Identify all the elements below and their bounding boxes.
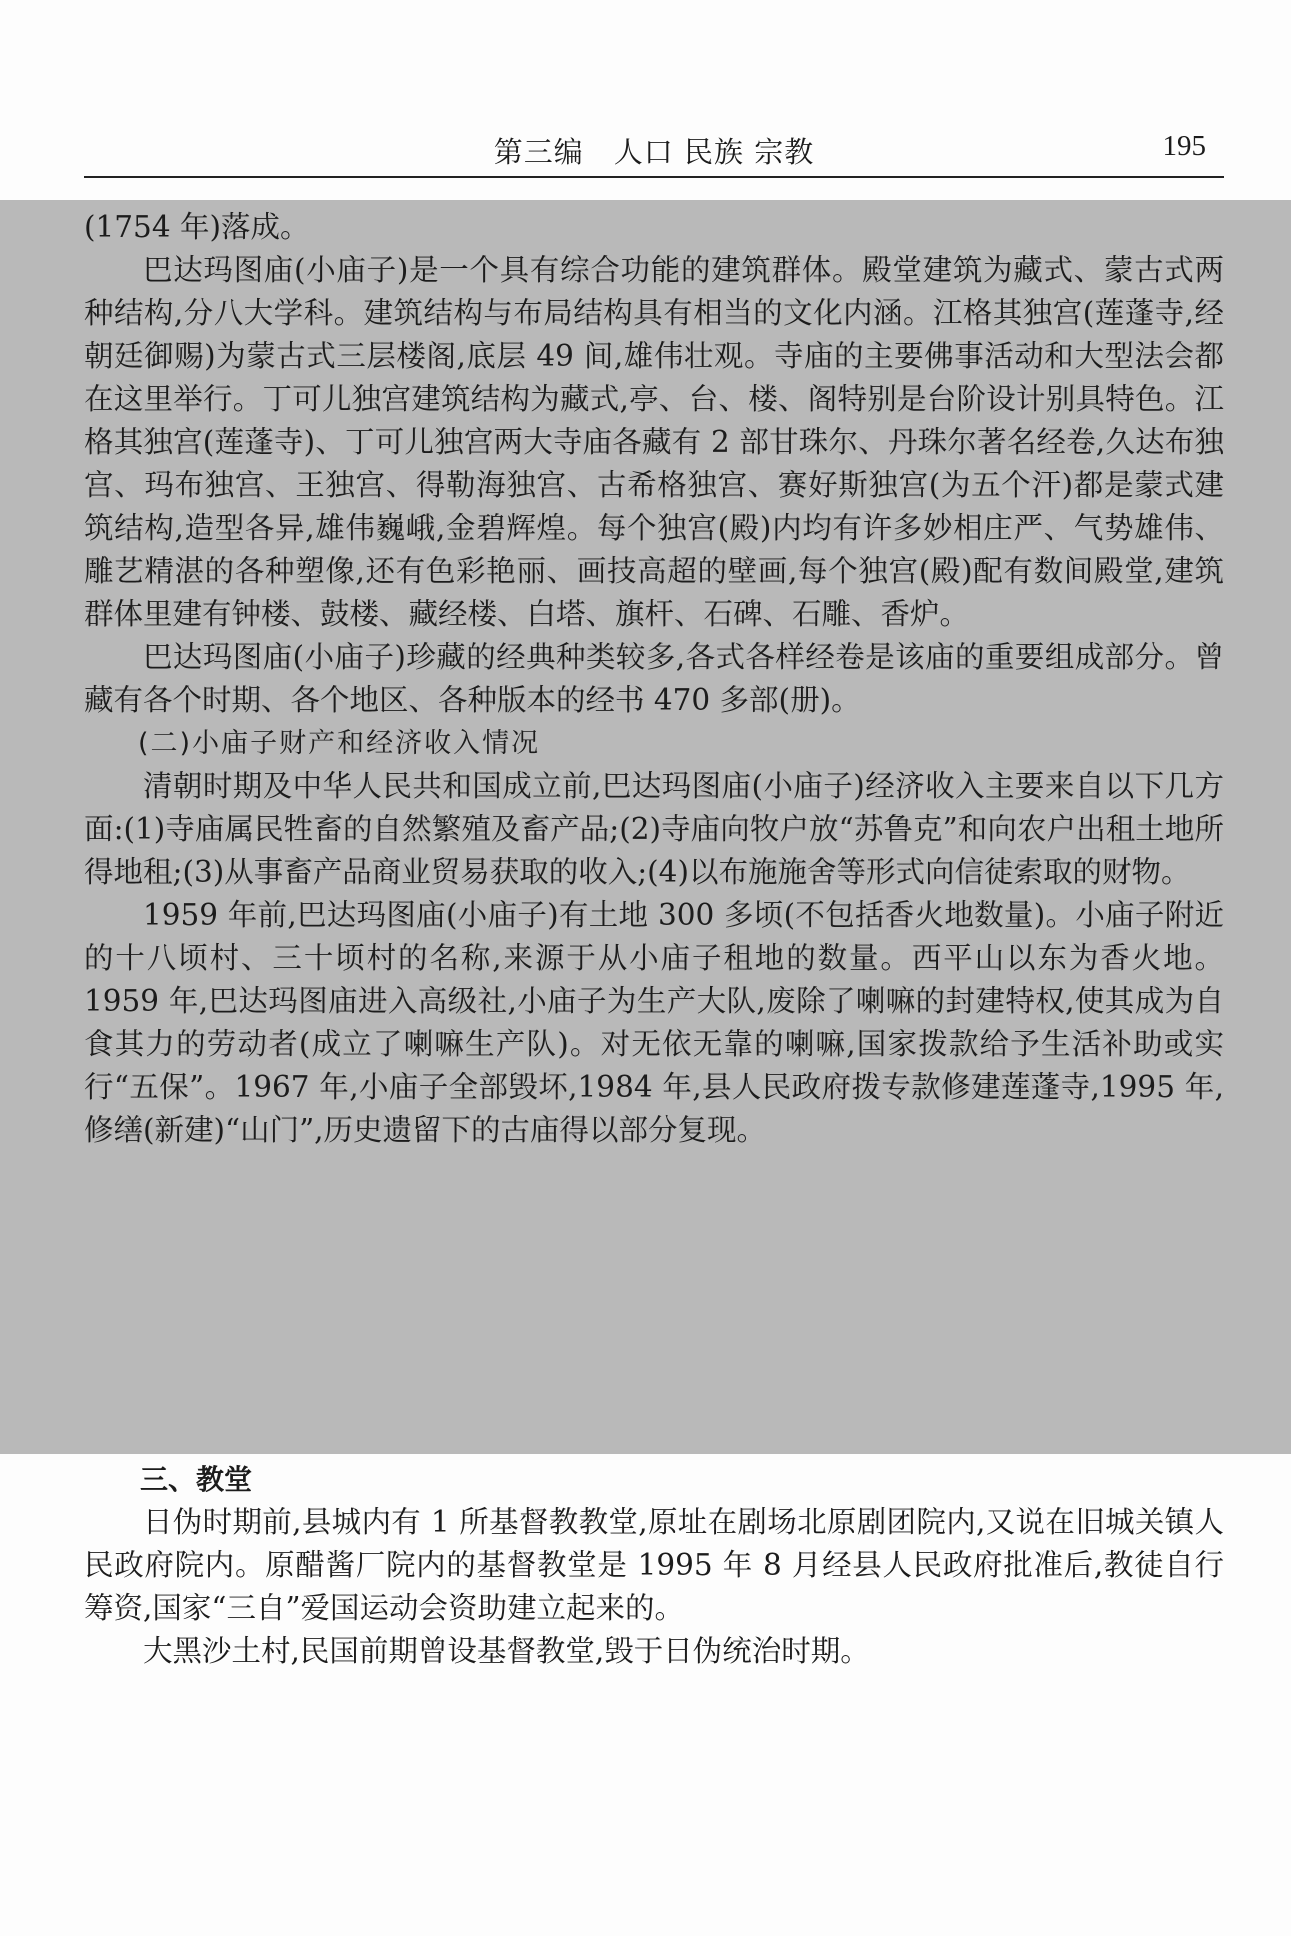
paragraph-scripture-collection: 巴达玛图庙(小庙子)珍藏的经典种类较多,各式各样经卷是该庙的重要组成部分。曾藏有各个时期、各个地区、各种版本的经书 470 多部(册)。 — [84, 640, 1224, 717]
page-number: 195 — [1162, 130, 1206, 162]
paragraph-dahei-shatu: 大黑沙土村,民国前期曾设基督教堂,毁于日伪统治时期。 — [143, 1634, 870, 1668]
paragraph-temple-architecture: 巴达玛图庙(小庙子)是一个具有综合功能的建筑群体。殿堂建筑为藏式、蒙古式两种结构,分八大学科。建筑结构与布局结构具有相当的文化内涵。江格其独宫(莲蓬寺,经朝廷御赐)为蒙古式三层楼阁,底层 49 间,雄伟壮观。寺庙的主要佛事活动和大型法会都在这里举行。丁可儿独宫建筑结构为藏式,亭、台、楼、阁特别是台阶设计别具特色。江格其独宫(莲蓬寺)、丁可儿独宫两大寺庙各藏有 2 部甘珠尔、丹珠尔著名经卷,久达布独宫、玛布独宫、王独宫、得勒海独宫、古希格独宫、赛好斯独宫(为五个汗)都是蒙式建筑结构,造型各异,雄伟巍峨,金碧辉煌。每个独宫(殿)内均有许多妙相庄严、气势雄伟、雕艺精湛的各种塑像,还有色彩艳丽、画技高超的壁画,每个独宫(殿)配有数间殿堂,建筑群体里建有钟楼、鼓楼、藏经楼、白塔、旗杆、石碑、石雕、香炉。 — [84, 253, 1224, 631]
header-rule — [84, 176, 1224, 178]
section-heading-church: 三、教堂 — [140, 1463, 253, 1496]
paragraph-continuation: (1754 年)落成。 — [84, 210, 310, 244]
subheading-property-income: (二)小庙子财产和经济收入情况 — [138, 728, 541, 759]
header-title: 第三编 人口 民族 宗教 — [493, 135, 815, 169]
paragraph-church-history: 日伪时期前,县城内有 1 所基督教教堂,原址在剧场北原剧团院内,又说在旧城关镇人民政府院内。原醋酱厂院内的基督教堂是 1995 年 8 月经县人民政府批准后,教徒自行筹资,国家“三自”爱国运动会资助建立起来的。 — [84, 1505, 1224, 1625]
highlighted-text-block — [84, 206, 1224, 1152]
paragraph-income-sources: 清朝时期及中华人民共和国成立前,巴达玛图庙(小庙子)经济收入主要来自以下几方面:(1)寺庙属民牲畜的自然繁殖及畜产品;(2)寺庙向牧户放“苏鲁克”和向农户出租土地所得地租;(3)从事畜产品商业贸易获取的收入;(4)以布施施舍等形式向信徒索取的财物。 — [84, 769, 1224, 889]
running-header — [84, 128, 1224, 176]
church-text-block — [84, 1458, 1224, 1673]
paragraph-land-history: 1959 年前,巴达玛图庙(小庙子)有土地 300 多顷(不包括香火地数量)。小庙子附近的十八顷村、三十顷村的名称,来源于从小庙子租地的数量。西平山以东为香火地。1959 年,巴达玛图庙进入高级社,小庙子为生产大队,废除了喇嘛的封建特权,使其成为自食其力的劳动者(成立了喇嘛生产队)。对无依无靠的喇嘛,国家拨款给予生活补助或实行“五保”。1967 年,小庙子全部毁坏,1984 年,县人民政府拨专款修建莲蓬寺,1995 年,修缮(新建)“山门”,历史遗留下的古庙得以部分复现。 — [84, 898, 1224, 1147]
